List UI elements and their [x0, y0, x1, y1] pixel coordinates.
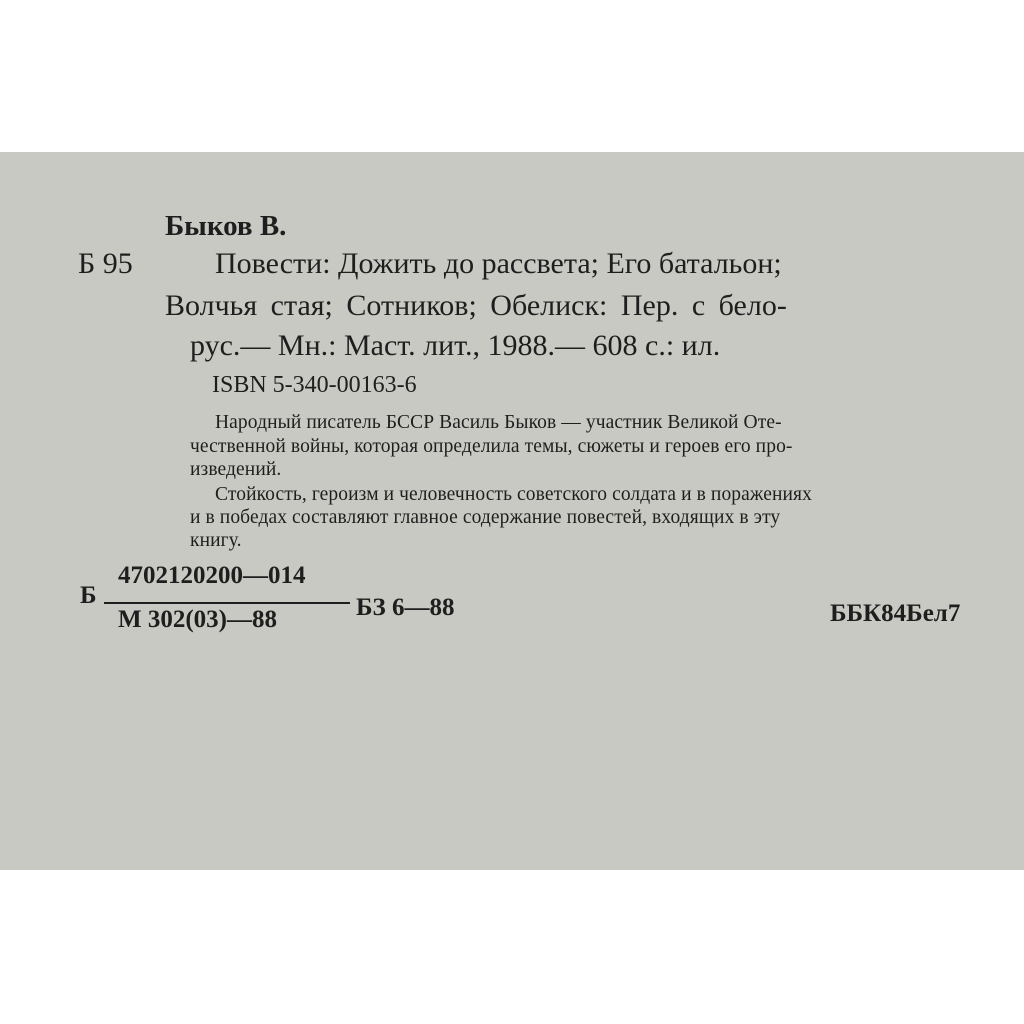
- index-letter: Б: [80, 582, 97, 609]
- index-denominator: М 302(03)—88: [118, 606, 277, 633]
- annotation-line-1: Народный писатель БССР Василь Быков — участник Великой Оте-: [215, 412, 782, 433]
- author-name: Быков В.: [165, 210, 287, 242]
- annotation-line-6: книгу.: [190, 530, 242, 551]
- title-line-3: рус.— Мн.: Маст. лит., 1988.— 608 с.: ил.: [190, 329, 721, 362]
- author-code: Б 95: [78, 247, 133, 280]
- index-fraction-line: [104, 602, 350, 604]
- isbn: ISBN 5-340-00163-6: [212, 372, 417, 398]
- annotation-line-3: изведений.: [190, 459, 282, 480]
- publishing-plan-code: БЗ 6—88: [356, 594, 455, 621]
- catalog-card-page: [0, 152, 1024, 870]
- annotation-line-5: и в победах составляют главное содержание повестей, входящих в эту: [190, 507, 781, 528]
- annotation-line-2: чественной войны, которая определила темы, сюжеты и героев его про-: [190, 436, 793, 457]
- title-line-1: Повести: Дожить до рассвета; Его батальон;: [215, 247, 782, 280]
- title-line-2: Волчья стая; Сотников; Обелиск: Пер. с бело-: [165, 289, 787, 322]
- index-numerator: 4702120200—014: [118, 562, 306, 589]
- bbk-code: ББК84Бел7: [830, 600, 961, 627]
- annotation-line-4: Стойкость, героизм и человечность советского солдата и в поражениях: [215, 484, 812, 505]
